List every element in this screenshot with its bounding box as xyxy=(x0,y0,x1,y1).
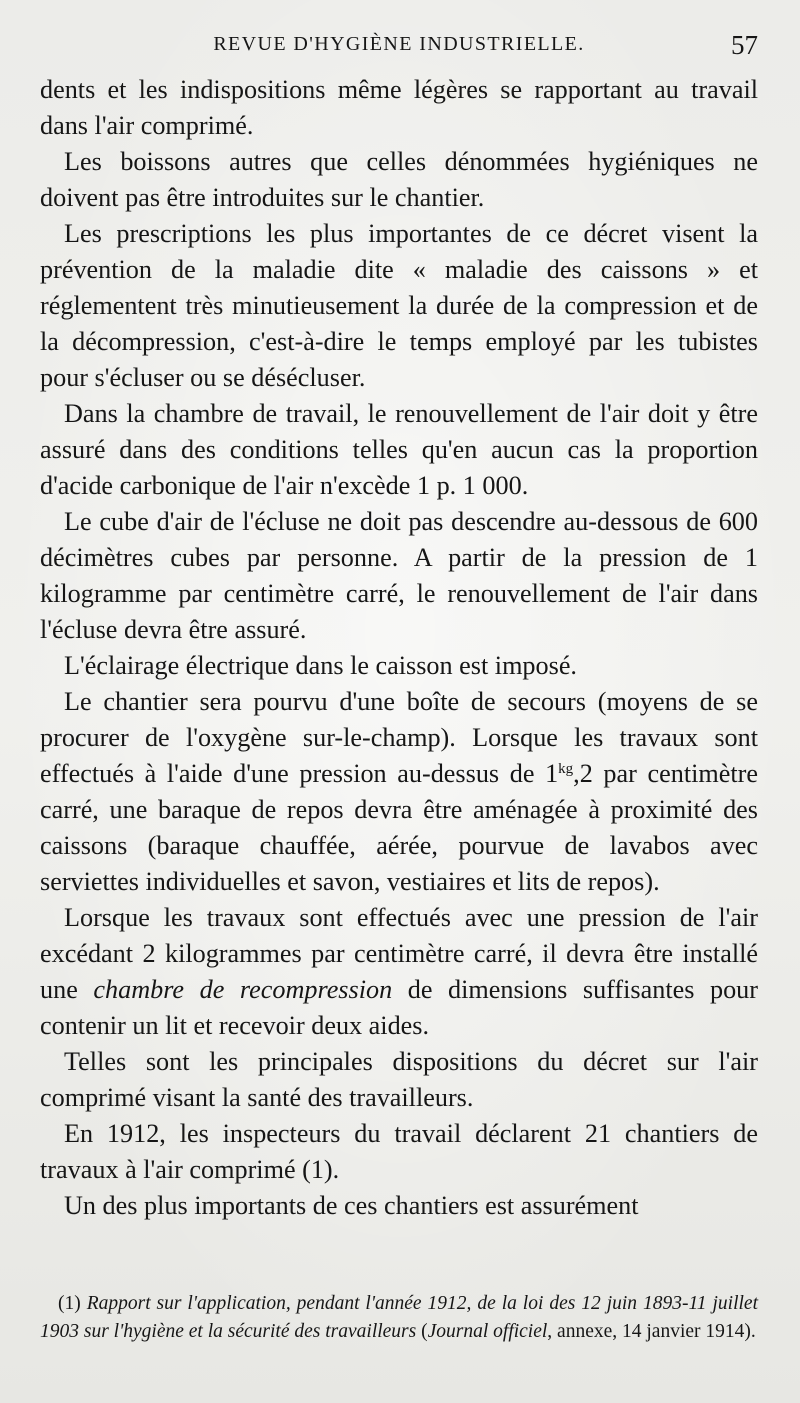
footnote-citation: Rapport sur l'application, pendant l'année 1912, de la loi des 12 juin 1893-11 juillet 1903 sur l'hygiène et la sécurité des travailleurs xyxy=(40,1293,758,1342)
paragraph: L'éclairage électrique dans le caisson est imposé. xyxy=(64,651,577,680)
journal-title: REVUE D'HYGIÈNE INDUSTRIELLE. xyxy=(213,33,585,55)
running-head xyxy=(40,30,758,67)
text-run: ( xyxy=(416,1321,428,1342)
paragraph: Un des plus importants de ces chantiers est assurément xyxy=(64,1191,639,1220)
footnote xyxy=(40,1290,758,1346)
paragraph: dents et les indispositions même légères se rapportant au travail dans l'air comprimé. xyxy=(40,75,758,140)
unit-superscript: kg xyxy=(558,761,574,777)
footnote-text xyxy=(40,1290,758,1346)
footnote-journal: Journal officiel xyxy=(427,1321,548,1342)
paragraph xyxy=(40,900,758,1044)
paragraph: Dans la chambre de travail, le renouvellement de l'air doit y être assuré dans des conditions telles qu'en aucun cas la proportion d'acide carbonique de l'air n'excède 1 p. 1 000. xyxy=(40,399,758,500)
body-text xyxy=(40,72,758,1224)
paragraph xyxy=(40,684,758,900)
paragraph: Les prescriptions les plus importantes de ce décret visent la prévention de la maladie dite « maladie des caissons » et réglementent très minutieusement la durée de la compression et de la décompression, c'est-à-dire le temps employé par les tubistes pour s'écluser ou se désécluser. xyxy=(40,219,758,392)
paragraph: En 1912, les inspecteurs du travail déclarent 21 chantiers de travaux à l'air comprimé (1). xyxy=(40,1119,758,1184)
footnote-marker: (1) xyxy=(58,1293,87,1314)
italic-term: chambre de recompression xyxy=(93,975,393,1004)
page-number: 57 xyxy=(731,30,758,60)
paragraph: Telles sont les principales dispositions du décret sur l'air comprimé visant la santé des travailleurs. xyxy=(40,1047,758,1112)
text-run: Le chantier sera pourvu d'une boîte de secours (moyens de se procurer de l'oxygène sur-le-champ). Lorsque les travaux sont effectués à l'aide d'une pression au-dessus de 1 xyxy=(40,687,758,788)
text-run: de dimensions suffisantes pour contenir un lit et recevoir deux aides. xyxy=(40,975,758,1040)
paragraph: Le cube d'air de l'écluse ne doit pas descendre au-dessous de 600 décimètres cubes par personne. A partir de la pression de 1 kilogramme par centimètre carré, le renouvellement de l'air dans l'écluse devra être assuré. xyxy=(40,507,758,644)
text-run: , annexe, 14 janvier 1914). xyxy=(547,1321,756,1342)
paragraph: Les boissons autres que celles dénommées hygiéniques ne doivent pas être introduites sur le chantier. xyxy=(40,147,758,212)
text-run: Lorsque les travaux sont effectués avec une pression de l'air excédant 2 kilogrammes par centimètre carré, il devra être installé une xyxy=(40,903,758,1004)
text-run: ,2 par centimètre carré, une baraque de repos devra être aménagée à proximité des caissons (baraque chauffée, aérée, pourvue de lavabos avec serviettes individuelles et savon, vestiaires et lits de repos). xyxy=(40,759,759,896)
